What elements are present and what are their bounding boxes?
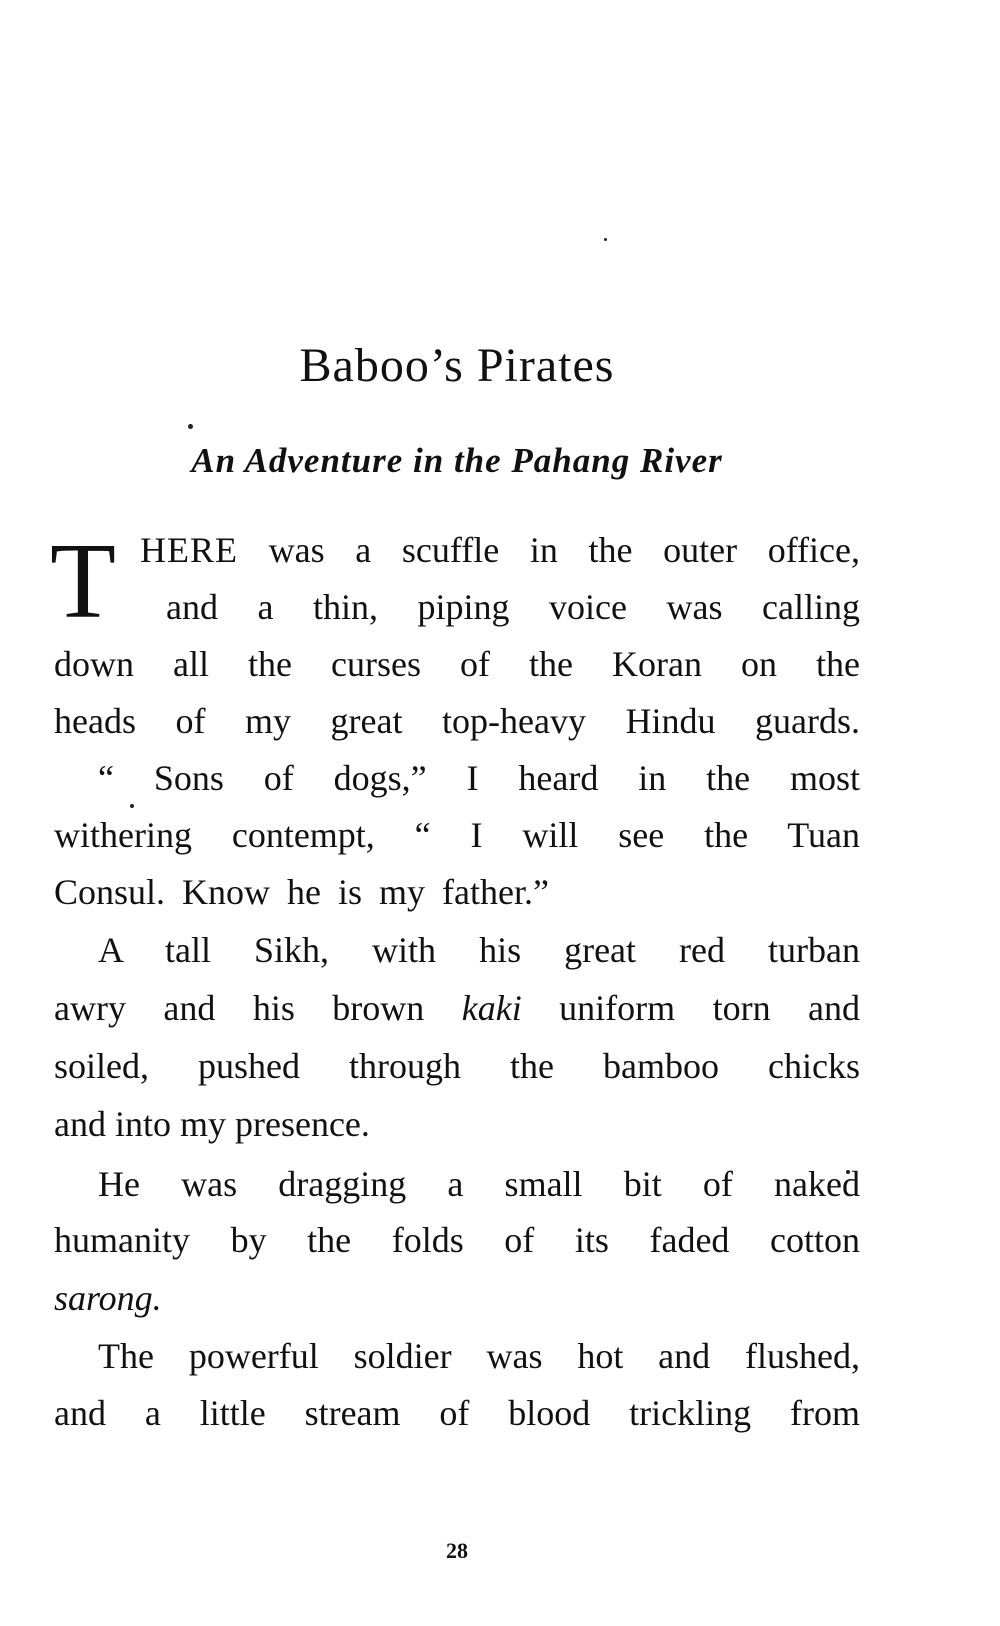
text-line: He was dragging a small bit of naked <box>98 1164 860 1204</box>
drop-cap: T <box>50 522 116 641</box>
small-caps-word: HERE <box>140 530 238 570</box>
page-subtitle: An Adventure in the Pahang River <box>191 441 723 480</box>
ink-speck <box>130 804 134 808</box>
text-line: down all the curses of the Koran on the <box>54 644 860 684</box>
text-line: The powerful soldier was hot and flushed, <box>98 1336 860 1376</box>
page-title: Baboo’s Pirates <box>299 339 615 392</box>
text-line <box>140 528 860 572</box>
text-line: “ Sons of dogs,” I heard in the most <box>98 758 860 798</box>
page-number: 28 <box>446 1538 468 1563</box>
line-segment: awry and his brown <box>54 988 462 1028</box>
line-segment: was a scuffle in the outer office, <box>238 530 860 570</box>
text-line: soiled, pushed through the bamboo chicks <box>54 1046 860 1086</box>
italic-word: kaki <box>461 988 522 1028</box>
ink-speck <box>604 238 607 241</box>
text-line: and a thin, piping voice was calling <box>166 587 860 627</box>
text-line: and into my presence. <box>54 1104 370 1144</box>
text-line <box>54 1276 860 1320</box>
text-line <box>54 986 860 1030</box>
text-line: and a little stream of blood trickling from <box>54 1393 860 1433</box>
line-segment: uniform torn and <box>521 988 860 1028</box>
ink-speck <box>188 424 193 429</box>
text-line: humanity by the folds of its faded cotton <box>54 1220 860 1260</box>
italic-word: sarong. <box>54 1278 162 1318</box>
text-line: heads of my great top-heavy Hindu guards. <box>54 701 860 741</box>
text-line: withering contempt, “ I will see the Tuan <box>54 815 860 855</box>
text-line: Consul. Know he is my father.” <box>54 872 549 912</box>
text-line: A tall Sikh, with his great red turban <box>98 930 860 970</box>
